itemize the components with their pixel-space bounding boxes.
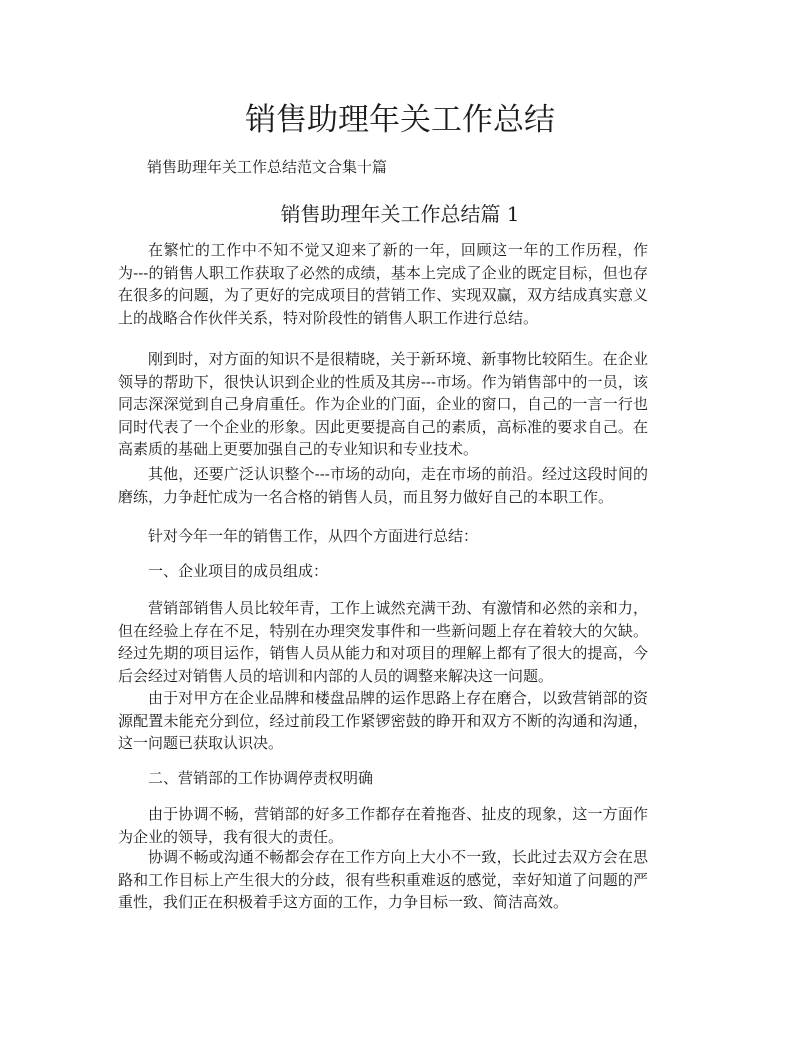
document-title: 销售助理年关工作总结 xyxy=(245,102,555,138)
paragraph-10-block xyxy=(118,846,648,914)
paragraph-3-block xyxy=(118,463,648,508)
paragraph: 其他，还要广泛认识整个---市场的动向，走在市场的前沿。经过这段时间的磨练，力争赶忙成为一名合格的销售人员，而且努力做好自己的本职工作。 xyxy=(118,465,648,506)
paragraph-1-block xyxy=(118,239,648,329)
paragraph: 协调不畅或沟通不畅都会存在工作方向上大小不一致，长此过去双方会在思路和工作目标上产生很大的分歧，很有些积重难返的感觉，幸好知道了问题的严重性，我们正在积极着手这方面的工作，力争目标一致、简洁高效。 xyxy=(118,848,648,911)
paragraph-7-block xyxy=(118,687,648,755)
paragraph: 刚到时，对方面的知识不是很精晓，关于新环境、新事物比较陌生。在企业领导的帮助下，很快认识到企业的性质及其房---市场。作为销售部中的一员，该同志深深觉到自己身肩重任。作为企业的门面，企业的窗口，自己的一言一行也同时代表了一个企业的形象。因此更要提高自己的素质，高标准的要求自己。在高素质的基础上更要加强自己的专业知识和专业技术。 xyxy=(118,350,648,458)
paragraph-2-block xyxy=(118,348,648,461)
list-heading: 二、营销部的工作协调停责权明确 xyxy=(148,769,374,787)
paragraph-4-block xyxy=(118,525,648,548)
paragraph-9-block xyxy=(118,803,648,848)
paragraph: 针对今年一年的销售工作，从四个方面进行总结： xyxy=(148,527,479,545)
paragraph: 由于对甲方在企业品牌和楼盘品牌的运作思路上存在磨合，以致营销部的资源配置未能充分到位，经过前段工作紧锣密鼓的睁开和双方不断的沟通和沟通，这一问题已获取认识决。 xyxy=(118,689,648,752)
paragraph: 由于协调不畅，营销部的好多工作都存在着拖沓、扯皮的现象，这一方面作为企业的领导，我有很大的责任。 xyxy=(118,805,648,846)
paragraph: 营销部销售人员比较年青，工作上诚然充满干劲、有激情和必然的亲和力，但在经验上存在不足，特别在办理突发事件和一些新问题上存在着较大的欠缺。经过先期的项目运作，销售人员从能力和对项目的理解上都有了很大的提高，今后会经过对销售人员的培训和内部的人员的调整来解决这一问题。 xyxy=(118,599,648,685)
paragraph-8-block xyxy=(118,767,648,790)
paragraph: 在繁忙的工作中不知不觉又迎来了新的一年，回顾这一年的工作历程，作为---的销售人职工作获取了必然的成绩，基本上完成了企业的既定目标，但也存在很多的问题，为了更好的完成项目的营销工作、实现双赢，双方结成真实意义上的战略合作伙伴关系，特对阶段性的销售人职工作进行总结。 xyxy=(118,241,648,327)
section-heading: 销售助理年关工作总结篇 1 xyxy=(280,202,520,226)
paragraph-6-block xyxy=(118,597,648,687)
document-subtitle: 销售助理年关工作总结范文合集十篇 xyxy=(147,158,388,176)
list-heading: 一、企业项目的成员组成： xyxy=(148,562,329,580)
paragraph-5-block xyxy=(118,560,648,583)
